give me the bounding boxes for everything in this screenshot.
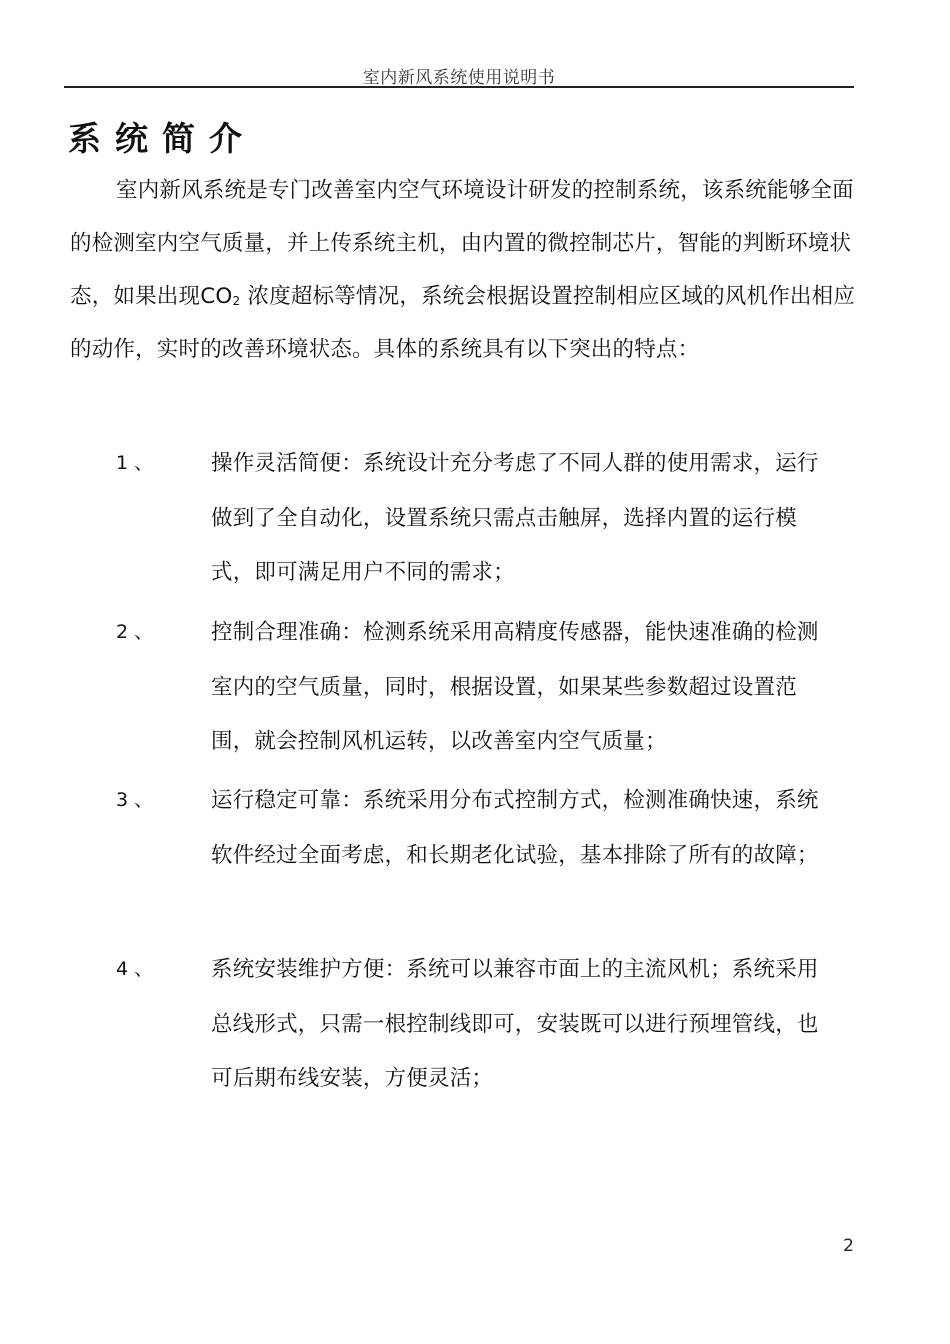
co2-formula (200, 284, 240, 309)
feature-text: 运行稳定可靠：系统采用分布式控制方式，检测准确快速，系统软件经过全面考虑，和长期老化试验，基本排除了所有的故障； (211, 788, 819, 868)
feature-number: 1、 (116, 452, 160, 474)
feature-text: 系统安装维护方便：系统可以兼容市面上的主流风机；系统采用总线形式，只需一根控制线即可，安装既可以进行预埋管线，也可后期布线安装，方便灵活； (211, 957, 819, 1091)
feature-text: 控制合理准确：检测系统采用高精度传感器，能快速准确的检测室内的空气质量，同时，根据设置，如果某些参数超过设置范围，就会控制风机运转，以改善室内空气质量； (211, 620, 819, 754)
intro-text-part-2: 浓度超标等情况，系统会根据设置控制相应区域的风机作出相应的动作，实时的改善环境状态。具体的系统具有以下突出的特点： (70, 284, 856, 362)
feature-number: 4、 (116, 958, 160, 980)
page-number: 2 (843, 1236, 854, 1256)
feature-number: 2、 (116, 621, 160, 643)
co2-main: CO (200, 284, 233, 309)
co2-subscript: 2 (232, 294, 241, 308)
feature-number: 3、 (116, 789, 160, 811)
intro-paragraph (70, 164, 860, 376)
feature-text: 操作灵活简便：系统设计充分考虑了不同人群的使用需求，运行做到了全自动化，设置系统只需点击触屏，选择内置的运行模式，即可满足用户不同的需求； (211, 451, 819, 585)
header-rule (64, 86, 854, 88)
running-header: 室内新风系统使用说明书 (362, 68, 556, 88)
intro-text-part-1: 室内新风系统是专门改善室内空气环境设计研发的控制系统，该系统能够全面的检测室内空气质量，并上传系统主机，由内置的微控制芯片，智能的判断环境状态，如果出现 (70, 178, 854, 309)
section-title: 系统简介 (68, 119, 256, 158)
